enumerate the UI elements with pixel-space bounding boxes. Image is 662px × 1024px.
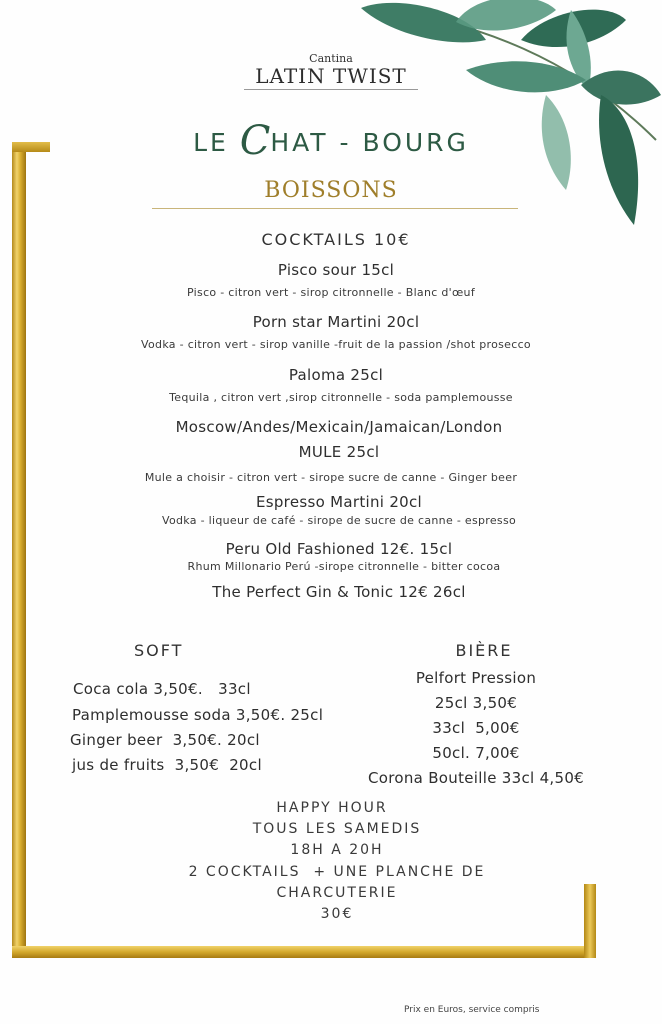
soft-heading: SOFT (134, 641, 184, 660)
gold-frame-bottom (12, 946, 596, 958)
cocktail-name: Paloma 25cl (288, 366, 384, 384)
venue-title-pre: LE (193, 128, 240, 157)
cocktail-name: Moscow/Andes/Mexicain/Jamaican/London (175, 418, 503, 436)
biere-item: Pelfort Pression (415, 669, 537, 687)
cocktail-name: The Perfect Gin & Tonic 12€ 26cl (212, 583, 466, 601)
soft-item: jus de fruits 3,50€ 20cl (72, 756, 262, 774)
section-divider (152, 208, 518, 209)
happy-hour-line: CHARCUTERIE (276, 885, 398, 901)
venue-title-script-letter: C (239, 118, 271, 164)
venue-title-post: HAT - BOURG (270, 128, 469, 157)
biere-heading: BIÈRE (455, 641, 513, 660)
cocktail-desc: Vodka - liqueur de café - sirope de sucre de canne - espresso (161, 514, 517, 527)
brand-name: LATIN TWIST (255, 64, 407, 88)
soft-item: Pamplemousse soda 3,50€. 25cl (72, 706, 324, 724)
cocktail-desc: Rhum Millonario Perú -sirope citronnelle - bitter cocoa (187, 560, 501, 573)
price-note: Prix en Euros, service compris (404, 1005, 540, 1015)
brand-tagline: Cantina (309, 52, 353, 65)
biere-item: Corona Bouteille 33cl 4,50€ (367, 769, 585, 787)
happy-hour-line: 2 COCKTAILS + UNE PLANCHE DE (188, 864, 486, 880)
biere-item: 33cl 5,00€ (432, 719, 520, 737)
cocktail-name: Porn star Martini 20cl (252, 313, 420, 331)
biere-item: 50cl. 7,00€ (432, 744, 520, 762)
cocktail-name: Peru Old Fashioned 12€. 15cl (225, 540, 453, 558)
cocktail-desc: Pisco - citron vert - sirop citronnelle - Blanc d'œuf (186, 286, 475, 299)
cocktails-heading: COCKTAILS 10€ (261, 230, 411, 249)
soft-item: Ginger beer 3,50€. 20cl (70, 731, 260, 749)
cocktail-name-line2: MULE 25cl (298, 443, 380, 461)
soft-item: Coca cola 3,50€. 33cl (73, 680, 251, 698)
section-title: BOISSONS (264, 178, 398, 203)
cocktail-desc: Mule a choisir - citron vert - sirope sucre de canne - Ginger beer (144, 471, 518, 484)
brand-divider (244, 89, 418, 90)
happy-hour-line: 18H A 20H (290, 842, 384, 858)
cocktail-desc: Vodka - citron vert - sirop vanille -fruit de la passion /shot prosecco (141, 338, 531, 351)
happy-hour-line: TOUS LES SAMEDIS (252, 821, 422, 837)
venue-title (0, 118, 662, 164)
happy-hour-price: 30€ (320, 906, 354, 922)
happy-hour-title: HAPPY HOUR (276, 800, 388, 816)
cocktail-desc: Tequila , citron vert ,sirop citronnelle - soda pamplemousse (169, 391, 513, 404)
biere-item: 25cl 3,50€ (434, 694, 518, 712)
cocktail-name: Pisco sour 15cl (277, 261, 395, 279)
cocktail-name: Espresso Martini 20cl (255, 493, 423, 511)
